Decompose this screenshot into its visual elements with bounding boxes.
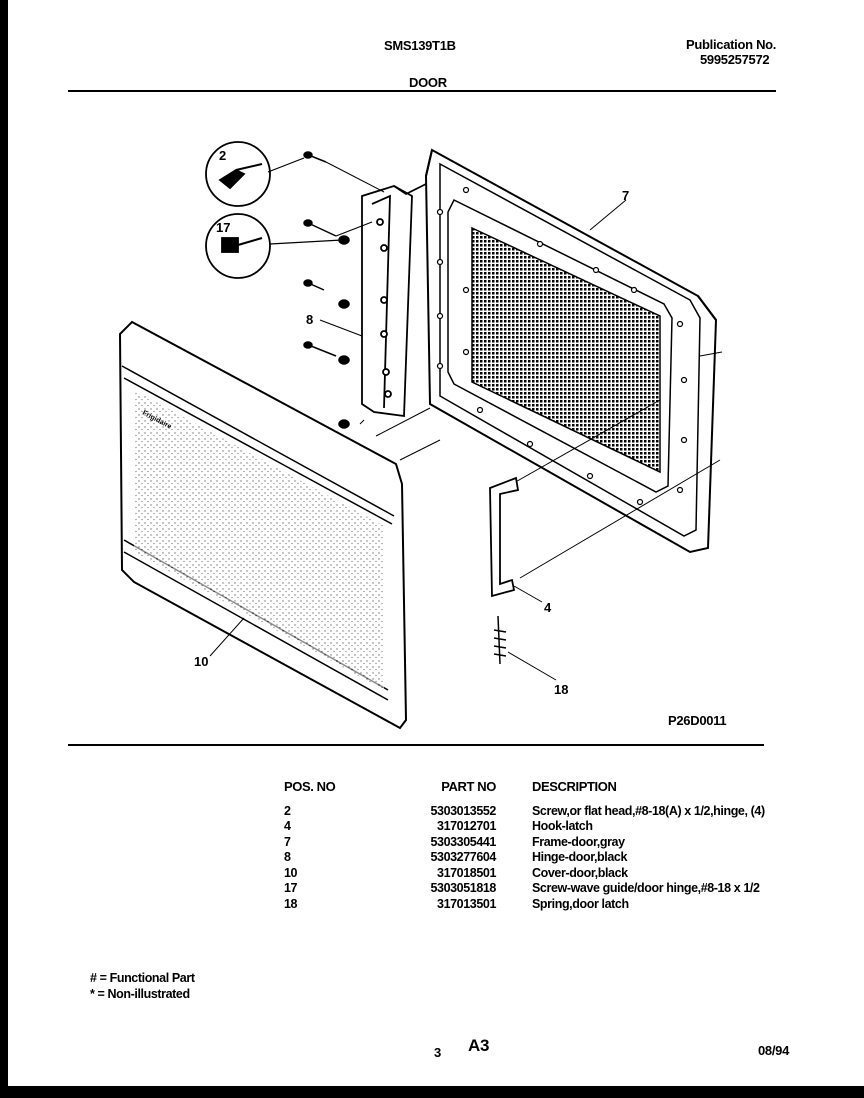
description: Spring,door latch: [532, 896, 629, 911]
description: Hinge-door,black: [532, 850, 628, 864]
description: Screw,or flat head,#8-18(A) x 1/2,hinge, (4): [532, 803, 765, 818]
table-row: [284, 897, 792, 913]
pos-no: 8: [284, 850, 291, 864]
header-description: DESCRIPTION: [532, 779, 617, 794]
header-pos-no: POS. NO: [284, 779, 336, 794]
pos-no: 4: [284, 819, 291, 833]
header-part-no: PART NO: [441, 779, 496, 794]
pos-no: 10: [284, 865, 298, 880]
callout-8: 8: [306, 312, 314, 327]
table-row: [284, 835, 792, 851]
callout-7: 7: [622, 188, 630, 203]
door-hinge: [362, 184, 426, 416]
section-code: A3: [468, 1036, 490, 1055]
parts-table: [284, 779, 792, 912]
description: Hook-latch: [532, 819, 593, 833]
callout-10: 10: [194, 654, 209, 669]
callout-2: 2: [219, 148, 227, 163]
part-no: 5303013552: [430, 803, 496, 818]
pos-no: 17: [284, 881, 298, 895]
table-row: [284, 881, 792, 897]
callout-17: 17: [216, 220, 231, 235]
hinge-screws: [304, 152, 349, 428]
diagram-rule: [68, 744, 764, 746]
part-no: 5303305441: [430, 834, 496, 849]
description: Cover-door,black: [532, 865, 628, 880]
pos-no: 7: [284, 834, 291, 849]
door-frame: [426, 150, 716, 552]
part-no: 317013501: [437, 896, 496, 911]
part-no: 317018501: [437, 865, 496, 880]
table-row: [284, 850, 792, 866]
revision-date: 08/94: [758, 1043, 790, 1058]
table-row: [284, 866, 792, 882]
section-title: DOOR: [409, 75, 447, 90]
pos-no: 18: [284, 896, 298, 911]
description: Screw-wave guide/door hinge,#8-18 x 1/2: [532, 881, 760, 895]
callout-4: 4: [544, 600, 552, 615]
part-no: 5303277604: [430, 850, 496, 864]
note-non-illustrated: * = Non-illustrated: [90, 987, 190, 1001]
brand-mark: Frigidaire: [141, 409, 173, 431]
table-row: [284, 804, 792, 820]
publication-label: Publication No.: [686, 37, 777, 52]
parts-table-header: [284, 779, 792, 804]
part-no: 5303051818: [430, 881, 496, 895]
note-functional-part: # = Functional Part: [90, 971, 195, 985]
part-no: 317012701: [437, 819, 496, 833]
table-row: [284, 819, 792, 835]
hook-latch: [490, 478, 518, 596]
door-latch-spring: [494, 616, 506, 664]
publication-number: 5995257572: [700, 52, 770, 67]
description: Frame-door,gray: [532, 834, 625, 849]
figure-code: P26D0011: [668, 713, 727, 728]
pos-no: 2: [284, 803, 291, 818]
model-number: SMS139T1B: [384, 38, 456, 53]
callout-18: 18: [554, 682, 569, 697]
page-number: 3: [434, 1045, 441, 1060]
